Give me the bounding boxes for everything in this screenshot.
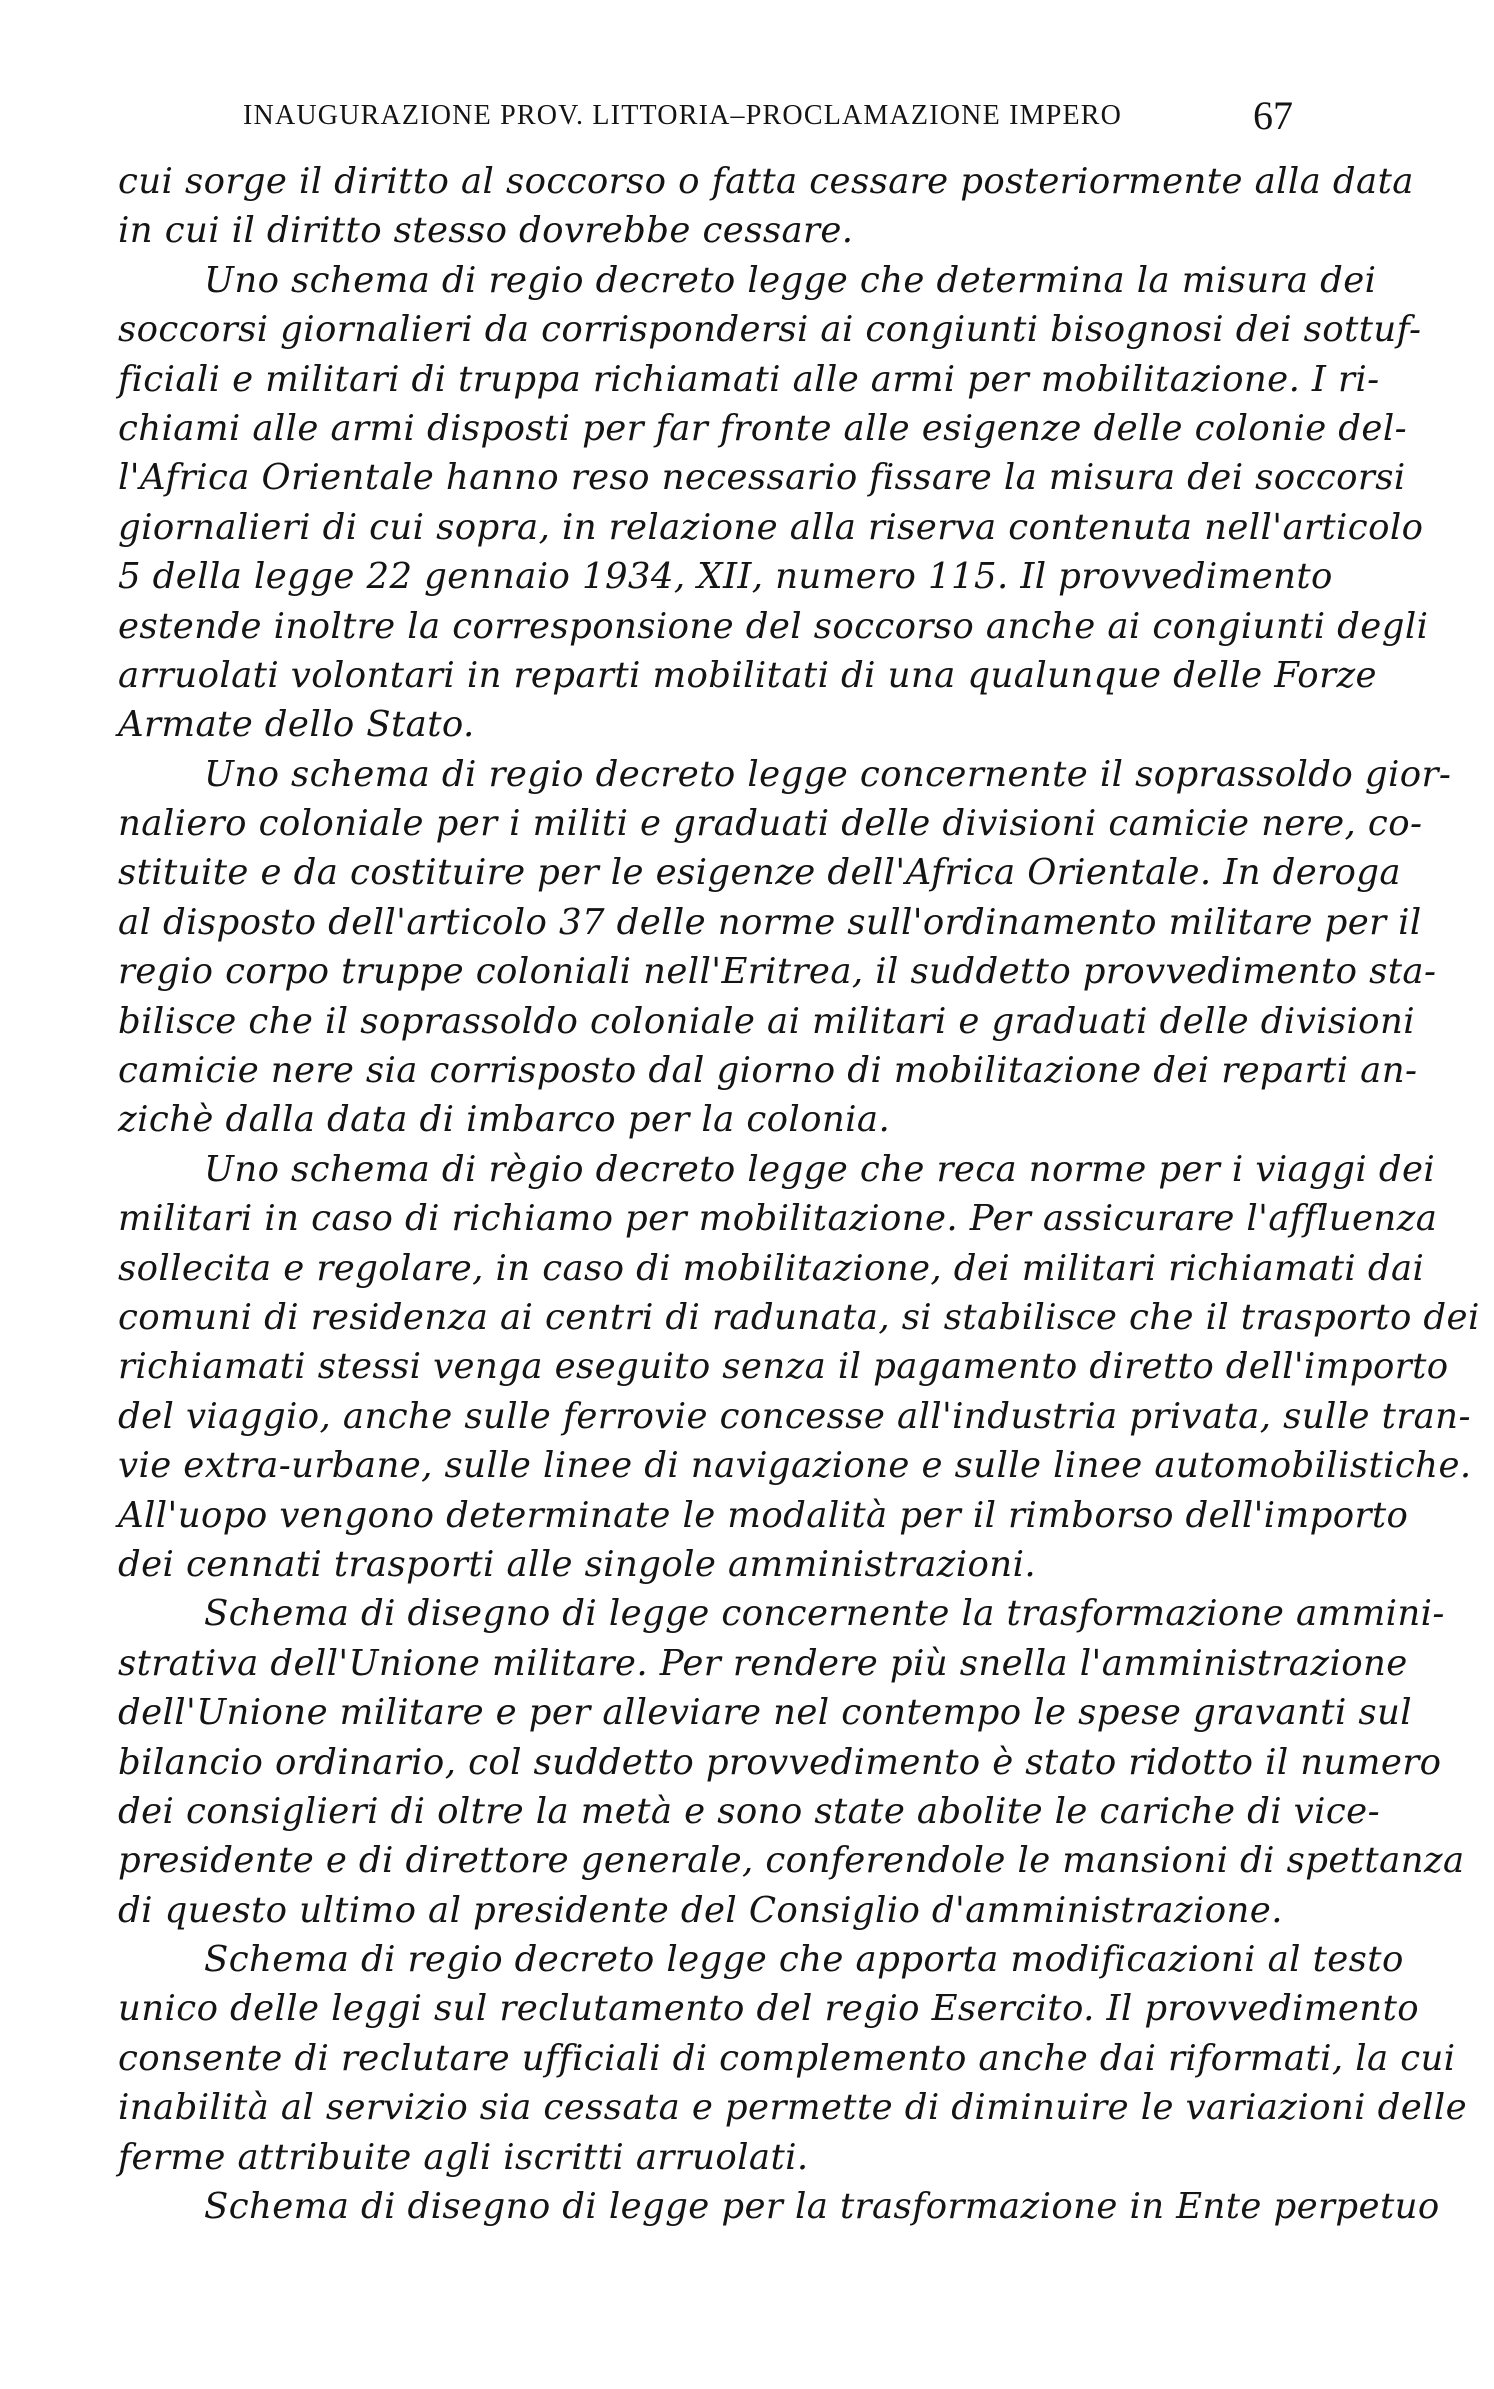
text-line: comuni di residenza ai centri di radunata, si stabilisce che il trasporto dei bbox=[118, 1296, 1480, 1338]
text-line: unico delle leggi sul reclutamento del regio Esercito. Il provvedimento bbox=[118, 1988, 1420, 2030]
text-line: inabilità al servizio sia cessata e permette di diminuire le variazioni delle bbox=[118, 2087, 1468, 2129]
body-text bbox=[118, 157, 1480, 2231]
text-line: richiamati stessi venga eseguito senza il pagamento diretto dell'importo bbox=[118, 1346, 1449, 1388]
text-line: ferme attribuite agli iscritti arruolati. bbox=[118, 2136, 809, 2178]
text-line: consente di reclutare ufficiali di complemento anche dai riformati, la cui bbox=[118, 2037, 1456, 2079]
text-line: camicie nere sia corrisposto dal giorno di mobilitazione dei reparti an- bbox=[118, 1050, 1418, 1092]
text-line: giornalieri di cui sopra, in relazione alla riserva contenuta nell'articolo bbox=[118, 506, 1424, 548]
text-line: soccorsi giornalieri da corrispondersi ai congiunti bisognosi dei sottuf- bbox=[118, 309, 1422, 351]
text-line: di questo ultimo al presidente del Consiglio d'amministrazione. bbox=[118, 1889, 1283, 1931]
text-line: bilancio ordinario, col suddetto provvedimento è stato ridotto il numero bbox=[118, 1741, 1442, 1783]
text-line: dei cennati trasporti alle singole amministrazioni. bbox=[118, 1543, 1037, 1585]
text-line: estende inoltre la corresponsione del soccorso anche ai congiunti degli bbox=[118, 605, 1429, 647]
text-line: regio corpo truppe coloniali nell'Eritrea, il suddetto provvedimento sta- bbox=[118, 951, 1437, 993]
text-line: dei consiglieri di oltre la metà e sono state abolite le cariche di vice- bbox=[118, 1790, 1380, 1832]
text-line: All'uopo vengono determinate le modalità per il rimborso dell'importo bbox=[118, 1494, 1409, 1536]
page-header bbox=[243, 92, 1293, 142]
text-line: l'Africa Orientale hanno reso necessario fissare la misura dei soccorsi bbox=[118, 457, 1406, 499]
text-line: cui sorge il diritto al soccorso o fatta cessare posteriormente alla data bbox=[118, 161, 1414, 202]
page-number: 67 bbox=[1253, 93, 1293, 138]
text-line: 5 della legge 22 gennaio 1934, XII, numero 115. Il provvedimento bbox=[118, 556, 1333, 598]
text-line: del viaggio, anche sulle ferrovie concesse all'industria privata, sulle tran- bbox=[118, 1395, 1471, 1437]
text-line: ficiali e militari di truppa richiamati alle armi per mobilitazione. I ri- bbox=[118, 358, 1380, 400]
text-line: strativa dell'Unione militare. Per rendere più snella l'amministrazione bbox=[118, 1642, 1408, 1684]
text-line: chiami alle armi disposti per far fronte alle esigenze delle colonie del- bbox=[118, 407, 1407, 449]
text-line: sollecita e regolare, in caso di mobilitazione, dei militari richiamati dai bbox=[118, 1247, 1425, 1289]
text-line: naliero coloniale per i militi e graduati delle divisioni camicie nere, co- bbox=[118, 803, 1423, 845]
paragraph-start-line: Uno schema di règio decreto legge che reca norme per i viaggi dei bbox=[204, 1148, 1436, 1190]
text-line: al disposto dell'articolo 37 delle norme sull'ordinamento militare per il bbox=[118, 901, 1422, 943]
text-line: arruolati volontari in reparti mobilitati di una qualunque delle Forze bbox=[118, 654, 1377, 696]
paragraph-start-line: Schema di regio decreto legge che apporta modificazioni al testo bbox=[204, 1939, 1404, 1981]
text-line: stituite e da costituire per le esigenze dell'Africa Orientale. In deroga bbox=[118, 852, 1402, 894]
paragraph-start-line: Uno schema di regio decreto legge che determina la misura dei bbox=[204, 259, 1377, 301]
text-line: bilisce che il soprassoldo coloniale ai militari e graduati delle divisioni bbox=[118, 1000, 1415, 1042]
text-line: Armate dello Stato. bbox=[118, 704, 475, 746]
paragraph-start-line: Uno schema di regio decreto legge concernente il soprassoldo gior- bbox=[204, 753, 1452, 795]
text-line: militari in caso di richiamo per mobilitazione. Per assicurare l'affluenza bbox=[118, 1198, 1438, 1240]
text-line: presidente e di direttore generale, conferendole le mansioni di spettanza bbox=[118, 1840, 1465, 1882]
text-line: in cui il diritto stesso dovrebbe cessare. bbox=[118, 210, 854, 252]
paragraph-start-line: Schema di disegno di legge per la trasformazione in Ente perpetuo bbox=[204, 2186, 1440, 2228]
text-line: dell'Unione militare e per alleviare nel contempo le spese gravanti sul bbox=[118, 1692, 1413, 1734]
paragraph-start-line: Schema di disegno di legge concernente la trasformazione ammini- bbox=[204, 1593, 1445, 1635]
text-line: zichè dalla data di imbarco per la colonia. bbox=[118, 1099, 891, 1141]
running-head: INAUGURAZIONE PROV. LITTORIA–PROCLAMAZIONE IMPERO bbox=[243, 100, 1123, 131]
text-line: vie extra-urbane, sulle linee di navigazione e sulle linee automobilistiche. bbox=[118, 1445, 1472, 1487]
